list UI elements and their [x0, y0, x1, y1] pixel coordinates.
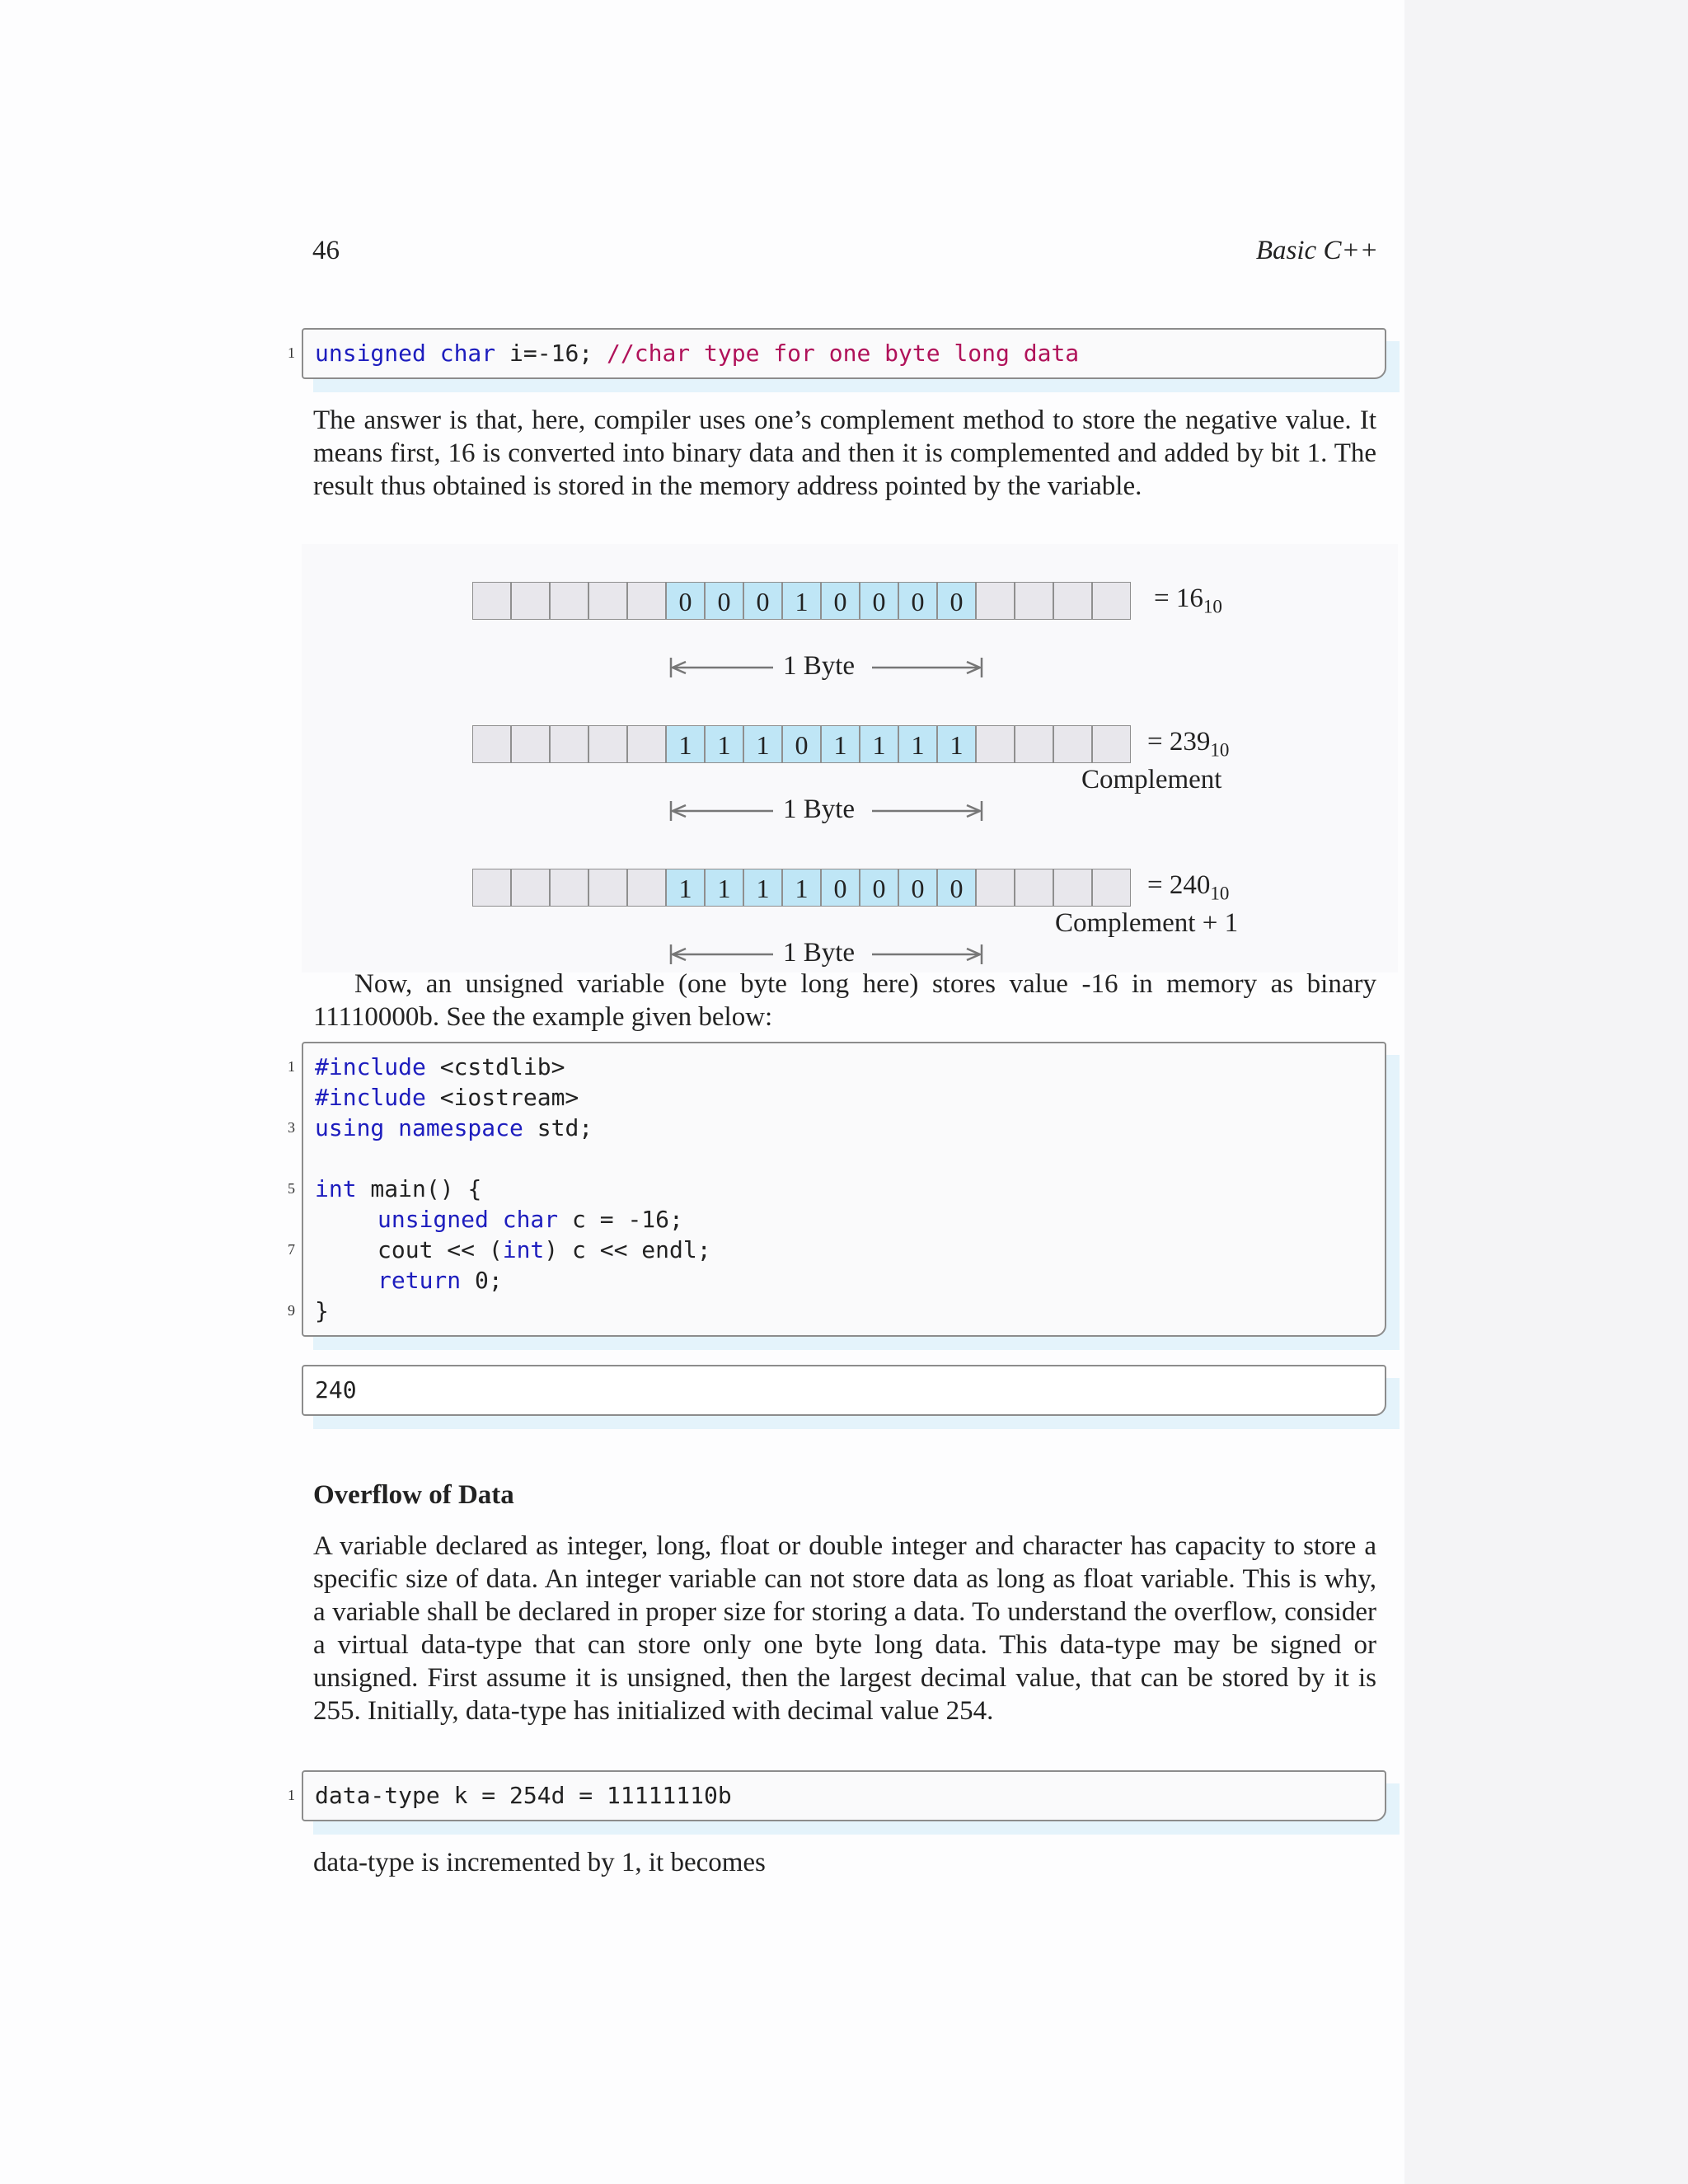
bit-cell: 0: [860, 869, 898, 907]
code-line: unsigned char c = -16;: [377, 1206, 683, 1233]
code-line: data-type k = 254d = 11111110b: [315, 1782, 732, 1809]
code-line: return 0;: [377, 1267, 503, 1294]
bit-cell: 1: [937, 725, 976, 763]
bit-cell: 1: [705, 725, 743, 763]
line-number: 1: [288, 344, 295, 361]
code-line: #include <iostream>: [315, 1084, 579, 1111]
line-number: 7: [288, 1241, 295, 1258]
running-title: Basic C++: [1255, 236, 1378, 265]
bit-cell: 1: [666, 725, 705, 763]
code-line: cout << (int) c << endl;: [377, 1236, 711, 1263]
byte-label: 1 Byte: [783, 938, 856, 968]
bit-cell: 0: [705, 582, 743, 620]
code-line: #include <cstdlib>: [315, 1053, 565, 1080]
bit-cell: 0: [743, 582, 782, 620]
byte-label: 1 Byte: [783, 794, 856, 824]
code-listing-1: [288, 328, 1386, 379]
bit-cell: 0: [937, 869, 976, 907]
bit-cell: 0: [860, 582, 898, 620]
program-output: 240: [315, 1376, 357, 1404]
line-number: 1: [288, 1787, 295, 1803]
value-label-239: = $239_{10}$: [1147, 727, 1230, 761]
bit-cell: 0: [898, 869, 937, 907]
bit-cell: 1: [782, 869, 821, 907]
value-label-240: = $240_{10}$: [1147, 870, 1230, 904]
bit-cell: 0: [937, 582, 976, 620]
caption-complement-plus-one: Complement + 1: [1055, 908, 1239, 938]
bit-cell: 0: [898, 582, 937, 620]
line-number: 3: [288, 1119, 295, 1136]
paragraph-increment: data-type is incremented by 1, it becomes: [313, 1848, 766, 1877]
output-box: [302, 1365, 1386, 1416]
section-heading: Overflow of Data: [313, 1480, 514, 1510]
bit-cell: 1: [743, 869, 782, 907]
code-line: int main() {: [315, 1175, 482, 1202]
code-listing-2: [288, 1042, 1386, 1337]
bit-cell: 0: [821, 582, 860, 620]
bit-cell: 0: [821, 869, 860, 907]
bit-cell: 1: [860, 725, 898, 763]
paragraph-overflow: A variable declared as integer, long, float or double integer and character has capacity to store a specific size of data. An integer variable can not store data as long as float variable. This is why, a variable shall be declared in proper size for storing a data. To understand the overflow, consider a virtual data-type that can store only one byte long data. This data-type may be signed or unsigned. First assume it is unsigned, then the largest decimal value, that can be stored by it is 255. Initially, data-type has initialized with decimal value 254.: [313, 1531, 1376, 1726]
line-number: 9: [288, 1302, 295, 1319]
caption-complement: Complement: [1081, 765, 1222, 794]
byte-label: 1 Byte: [783, 651, 856, 681]
byte-diagram: [302, 544, 1398, 972]
line-number: 1: [288, 1058, 295, 1075]
bit-cell: 0: [782, 725, 821, 763]
bit-cell: 1: [743, 725, 782, 763]
page-number: 46: [312, 236, 340, 265]
page-margin-strip: [1404, 0, 1688, 2184]
value-label-16: = $16_{10}$: [1154, 583, 1222, 617]
bit-cell: 1: [821, 725, 860, 763]
code-line: using namespace std;: [315, 1114, 593, 1141]
code-line: }: [315, 1297, 329, 1324]
line-number: 5: [288, 1180, 295, 1197]
bit-cell: 0: [666, 582, 705, 620]
paragraph-unsigned: Now, an unsigned variable (one byte long here) stores value -16 in memory as binary 11110000b. See the example given below:: [313, 969, 1376, 1032]
bit-cell: 1: [782, 582, 821, 620]
bit-cell: 1: [666, 869, 705, 907]
code-line: unsigned char i=-16; //char type for one byte long data: [315, 340, 1080, 367]
bit-cell: 1: [898, 725, 937, 763]
bit-cell: 1: [705, 869, 743, 907]
code-listing-3: [288, 1770, 1386, 1821]
paragraph-ones-complement: The answer is that, here, compiler uses one’s complement method to store the negative value. It means first, 16 is converted into binary data and then it is complemented and added by bit 1. The result thus obtained is stored in the memory address pointed by the variable.: [313, 405, 1376, 501]
